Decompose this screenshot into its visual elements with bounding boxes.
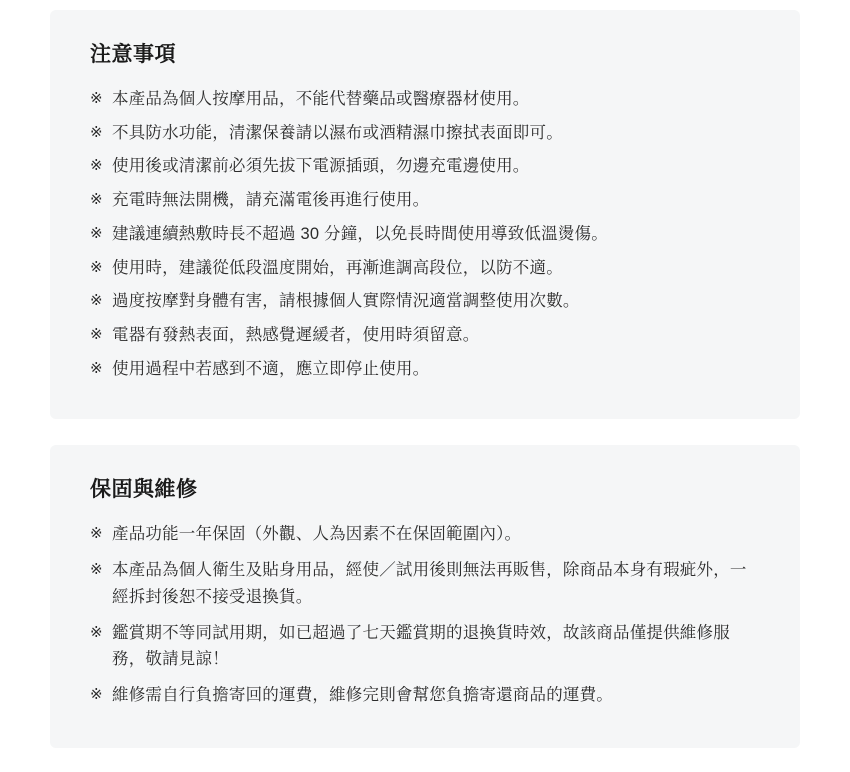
bullet-mark-icon: ※ (90, 623, 103, 641)
precautions-title: 注意事項 (90, 43, 176, 66)
warranty-title: 保固與維修 (90, 478, 198, 502)
list-item-text: 過度按摩對身體有害，請根據個人實際情況適當調整使用次數。 (112, 292, 580, 311)
list-item (90, 288, 760, 315)
list-item-text: 充電時無法開機，請充滿電後再進行使用。 (112, 191, 430, 210)
list-item (90, 322, 760, 349)
list-item-text: 維修需自行負擔寄回的運費，維修完則會幫您負擔寄還商品的運費。 (112, 686, 613, 705)
bullet-mark-icon: ※ (90, 525, 103, 543)
precautions-card (50, 10, 800, 419)
list-item-text: 不具防水功能，清潔保養請以濕布或酒精濕巾擦拭表面即可。 (112, 123, 563, 142)
bullet-mark-icon: ※ (90, 123, 103, 141)
list-item (90, 682, 760, 709)
bullet-mark-icon: ※ (90, 686, 103, 704)
list-item (90, 86, 760, 113)
list-item (90, 153, 760, 180)
bullet-mark-icon: ※ (90, 90, 103, 107)
bullet-mark-icon: ※ (90, 292, 103, 310)
precautions-list (90, 86, 760, 382)
list-item (90, 120, 760, 147)
bullet-mark-icon: ※ (90, 258, 103, 276)
bullet-mark-icon: ※ (90, 359, 103, 377)
warranty-card (50, 445, 800, 747)
bullet-mark-icon: ※ (90, 191, 103, 209)
list-item-text: 建議連續熱敷時長不超過 30 分鐘，以免長時間使用導致低溫燙傷。 (112, 224, 608, 243)
list-item (90, 620, 760, 673)
list-item-text: 使用過程中若感到不適，應立即停止使用。 (112, 359, 430, 378)
list-item-text: 產品功能一年保固（外觀、人為因素不在保固範圍內）。 (112, 525, 522, 544)
list-item-text: 使用時，建議從低段溫度開始，再漸進調高段位，以防不適。 (112, 258, 563, 277)
bullet-mark-icon: ※ (90, 224, 103, 242)
bullet-mark-icon: ※ (90, 326, 103, 344)
warranty-list (90, 521, 760, 708)
list-item (90, 187, 760, 214)
bullet-mark-icon: ※ (90, 561, 103, 579)
list-item (90, 521, 760, 548)
list-item (90, 557, 760, 610)
list-item (90, 255, 760, 282)
list-item-text: 本產品為個人衛生及貼身用品，經使／試用後則無法再販售，除商品本身有瑕疵外，一經拆封後恕不接受退換貨。 (112, 561, 747, 606)
bullet-mark-icon: ※ (90, 157, 103, 175)
list-item-text: 鑑賞期不等同試用期，如已超過了七天鑑賞期的退換貨時效，故該商品僅提供維修服務，敬請見諒！ (112, 623, 730, 669)
list-item-text: 電器有發熱表面，熱感覺遲緩者，使用時須留意。 (112, 326, 480, 345)
list-item (90, 356, 760, 383)
list-item-text: 使用後或清潔前必須先拔下電源插頭，勿邊充電邊使用。 (112, 157, 530, 176)
list-item (90, 221, 760, 248)
list-item-text: 本產品為個人按摩用品，不能代替藥品或醫療器材使用。 (112, 90, 530, 108)
